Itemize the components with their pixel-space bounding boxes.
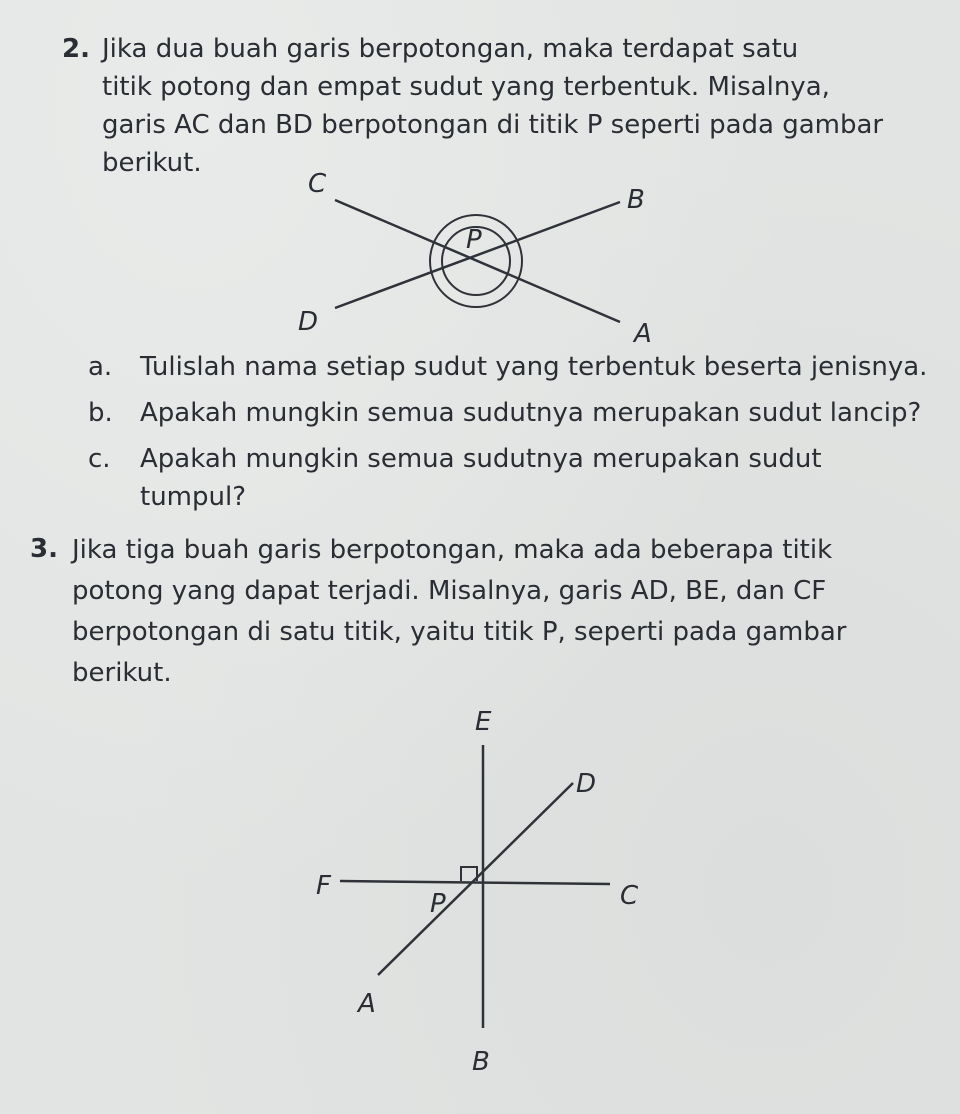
question-2a xyxy=(88,348,948,388)
label-p: P xyxy=(430,889,446,919)
label-d: D xyxy=(298,307,319,337)
problem-2-text: Jika dua buah garis berpotongan, maka terdapat satu titik potong dan empat sudut yang terbentuk. Misalnya, garis AC dan BD berpotongan di titik P seperti pada gambar berikut. xyxy=(102,34,884,178)
line-fc xyxy=(340,881,610,884)
label-e: E xyxy=(475,707,492,737)
question-letter: b. xyxy=(88,398,113,428)
intersecting-lines-figure-2 xyxy=(300,700,660,1080)
question-text: Tulislah nama setiap sudut yang terbentuk beserta jenisnya. xyxy=(140,352,928,382)
label-a: A xyxy=(634,319,652,349)
question-2c xyxy=(88,440,948,520)
label-d: D xyxy=(576,769,597,799)
problem-2-number: 2. xyxy=(62,34,90,64)
question-text: Apakah mungkin semua sudutnya merupakan sudut tumpul? xyxy=(140,444,822,512)
problem-3-text: Jika tiga buah garis berpotongan, maka ada beberapa titik potong yang dapat terjadi. Misalnya, garis AD, BE, dan CF berpotongan di satu titik, yaitu titik P, seperti pada gambar berikut. xyxy=(72,535,847,688)
line-ad xyxy=(378,783,573,975)
label-c: C xyxy=(620,881,639,911)
question-text: Apakah mungkin semua sudutnya merupakan sudut lancip? xyxy=(140,398,922,428)
label-a: A xyxy=(358,989,376,1019)
question-letter: c. xyxy=(88,444,111,474)
label-p: P xyxy=(466,225,482,255)
question-letter: a. xyxy=(88,352,113,382)
label-b: B xyxy=(472,1047,490,1077)
question-2b xyxy=(88,394,948,434)
label-f: F xyxy=(316,871,331,901)
label-b: B xyxy=(627,185,645,215)
intersecting-lines-figure-1 xyxy=(280,170,680,350)
label-c: C xyxy=(308,169,327,199)
problem-3-number: 3. xyxy=(30,534,58,564)
